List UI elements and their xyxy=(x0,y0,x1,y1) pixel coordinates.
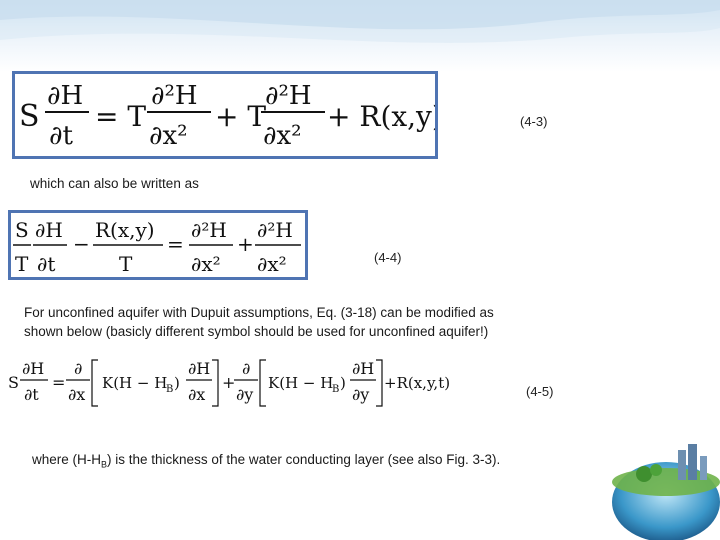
svg-text:∂t: ∂t xyxy=(37,252,56,276)
equation-4-5-tag: (4-5) xyxy=(526,384,554,399)
equation-4-4-tag: (4-4) xyxy=(374,250,402,265)
svg-text:+ R(x,y): + R(x,y) xyxy=(327,100,435,133)
svg-text:∂: ∂ xyxy=(74,359,83,378)
equation-4-3 xyxy=(15,74,435,156)
svg-text:∂²H: ∂²H xyxy=(265,81,312,111)
equation-4-4 xyxy=(11,213,305,277)
svg-text:B: B xyxy=(332,384,340,395)
svg-text:=: = xyxy=(52,373,66,392)
svg-text:∂H: ∂H xyxy=(22,359,45,378)
equation-4-5 xyxy=(6,356,456,422)
equation-4-4-box xyxy=(8,210,308,280)
svg-text:= T: = T xyxy=(95,100,147,133)
svg-text:∂H: ∂H xyxy=(47,81,84,111)
header-banner xyxy=(0,0,720,72)
globe-decoration-icon xyxy=(608,440,720,540)
svg-text:+R(x,y,t): +R(x,y,t) xyxy=(384,374,451,392)
svg-text:∂t: ∂t xyxy=(49,121,73,151)
svg-text:S: S xyxy=(8,373,19,392)
svg-text:T: T xyxy=(15,252,29,276)
svg-text:∂x²: ∂x² xyxy=(149,121,188,151)
unconfined-text-line1: For unconfined aquifer with Dupuit assumptions, Eq. (3-18) can be modified as xyxy=(24,305,494,320)
svg-text:T: T xyxy=(119,252,133,276)
svg-text:+ T: + T xyxy=(215,100,267,133)
svg-text:∂²H: ∂²H xyxy=(151,81,198,111)
svg-text:=: = xyxy=(167,232,184,256)
svg-text:∂H: ∂H xyxy=(35,218,63,242)
svg-text:S: S xyxy=(15,218,29,242)
banner-wave-decoration xyxy=(0,0,720,60)
where-text xyxy=(32,452,500,470)
svg-text:K(H − H: K(H − H xyxy=(268,374,334,392)
svg-text:−: − xyxy=(73,232,90,256)
svg-text:∂²H: ∂²H xyxy=(191,218,227,242)
svg-text:∂y: ∂y xyxy=(352,385,370,404)
svg-text:∂x²: ∂x² xyxy=(191,252,221,276)
svg-text:+: + xyxy=(222,373,236,392)
intro-text: which can also be written as xyxy=(30,176,199,191)
where-text-suffix: ) is the thickness of the water conducting layer (see also Fig. 3-3). xyxy=(107,452,501,467)
svg-text:∂x²: ∂x² xyxy=(263,121,302,151)
svg-text:∂x²: ∂x² xyxy=(257,252,287,276)
svg-text:∂H: ∂H xyxy=(188,359,211,378)
svg-text:∂x: ∂x xyxy=(188,385,206,404)
svg-text:∂x: ∂x xyxy=(68,385,86,404)
svg-text:∂y: ∂y xyxy=(236,385,254,404)
svg-text:∂²H: ∂²H xyxy=(257,218,293,242)
svg-text:∂: ∂ xyxy=(242,359,251,378)
svg-text:∂H: ∂H xyxy=(352,359,375,378)
where-text-prefix: where (H-H xyxy=(32,452,102,467)
svg-text:K(H − H: K(H − H xyxy=(102,374,168,392)
svg-text:): ) xyxy=(340,374,346,392)
svg-text:∂t: ∂t xyxy=(24,385,39,404)
svg-text:+: + xyxy=(237,232,254,256)
svg-text:B: B xyxy=(166,384,174,395)
where-text-subscript: B xyxy=(101,459,108,470)
svg-text:S: S xyxy=(19,99,40,134)
unconfined-text-line2: shown below (basicly different symbol should be used for unconfined aquifer!) xyxy=(24,324,489,339)
equation-4-3-tag: (4-3) xyxy=(520,114,548,129)
equation-4-3-box xyxy=(12,71,438,159)
svg-text:): ) xyxy=(174,374,180,392)
svg-text:R(x,y): R(x,y) xyxy=(95,218,155,242)
